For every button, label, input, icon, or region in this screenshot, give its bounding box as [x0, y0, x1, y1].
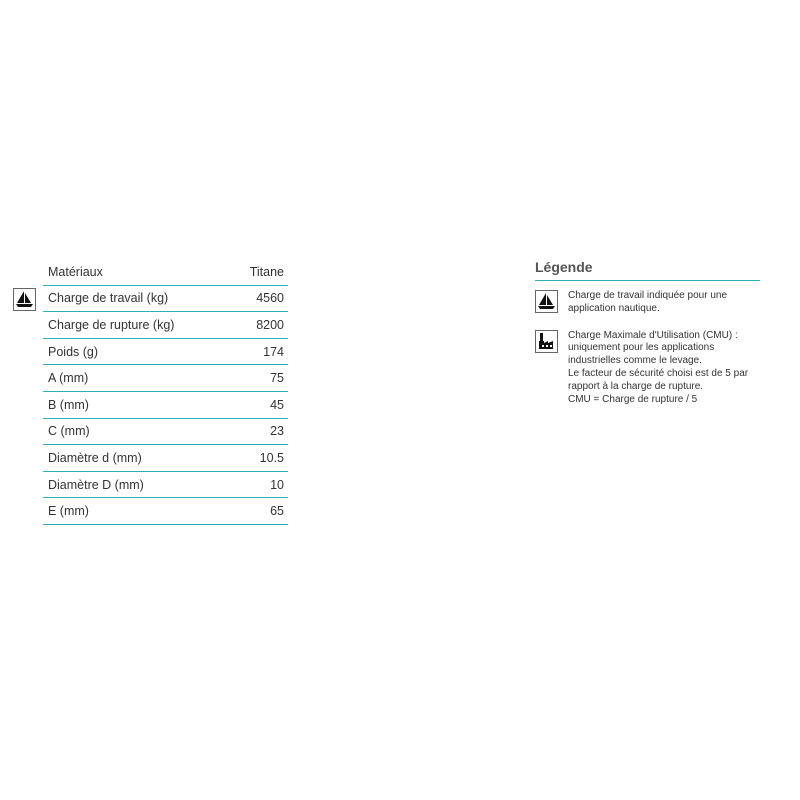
legend-line: Charge de travail indiquée pour une	[568, 290, 727, 301]
table-row	[43, 286, 288, 313]
legend-line: rapport à la charge de rupture.	[568, 380, 704, 392]
row-label: Diamètre D (mm)	[48, 477, 144, 492]
row-label: C (mm)	[48, 424, 90, 439]
legend-line: Charge Maximale d'Utilisation (CMU) :	[568, 329, 738, 341]
row-label: Poids (g)	[48, 344, 99, 359]
table-row	[43, 419, 288, 446]
row-value: 45	[270, 397, 284, 412]
factory-icon	[535, 330, 558, 353]
row-label: Diamètre d (mm)	[48, 450, 142, 465]
row-label: A (mm)	[48, 371, 89, 386]
legend-text	[568, 330, 748, 407]
row-label: B (mm)	[48, 397, 89, 412]
row-value: 8200	[256, 317, 284, 332]
table-row	[43, 498, 288, 525]
spec-table-header	[43, 259, 288, 286]
legend	[535, 259, 760, 420]
table-row	[43, 339, 288, 366]
row-label: Charge de rupture (kg)	[48, 317, 175, 332]
row-value: 10	[270, 477, 284, 492]
legend-item-cmu	[535, 330, 760, 407]
legend-line: application nautique.	[568, 302, 660, 314]
legend-line: uniquement pour les applications	[568, 342, 715, 354]
sailboat-icon	[535, 290, 558, 313]
legend-item-nautical	[535, 290, 760, 316]
legend-line: industrielles comme le levage.	[568, 355, 702, 367]
sailboat-icon	[13, 288, 36, 311]
legend-line: CMU = Charge de rupture / 5	[568, 393, 698, 405]
table-row	[43, 312, 288, 339]
table-row	[43, 392, 288, 419]
header-value: Titane	[249, 264, 284, 279]
table-row	[43, 365, 288, 392]
row-value: 4560	[256, 291, 284, 306]
spec-table	[43, 259, 288, 525]
legend-line: Le facteur de sécurité choisi est de 5 par	[568, 367, 749, 379]
row-value: 65	[270, 504, 284, 519]
header-label: Matériaux	[48, 264, 103, 279]
row-label: E (mm)	[48, 504, 89, 519]
legend-text	[568, 290, 727, 316]
row-value: 75	[270, 371, 284, 386]
table-row	[43, 472, 288, 499]
row-value: 174	[263, 344, 284, 359]
legend-title: Légende	[535, 259, 760, 281]
row-value: 10.5	[259, 450, 284, 465]
row-label: Charge de travail (kg)	[48, 291, 169, 306]
row-value: 23	[270, 424, 284, 439]
table-row	[43, 445, 288, 472]
